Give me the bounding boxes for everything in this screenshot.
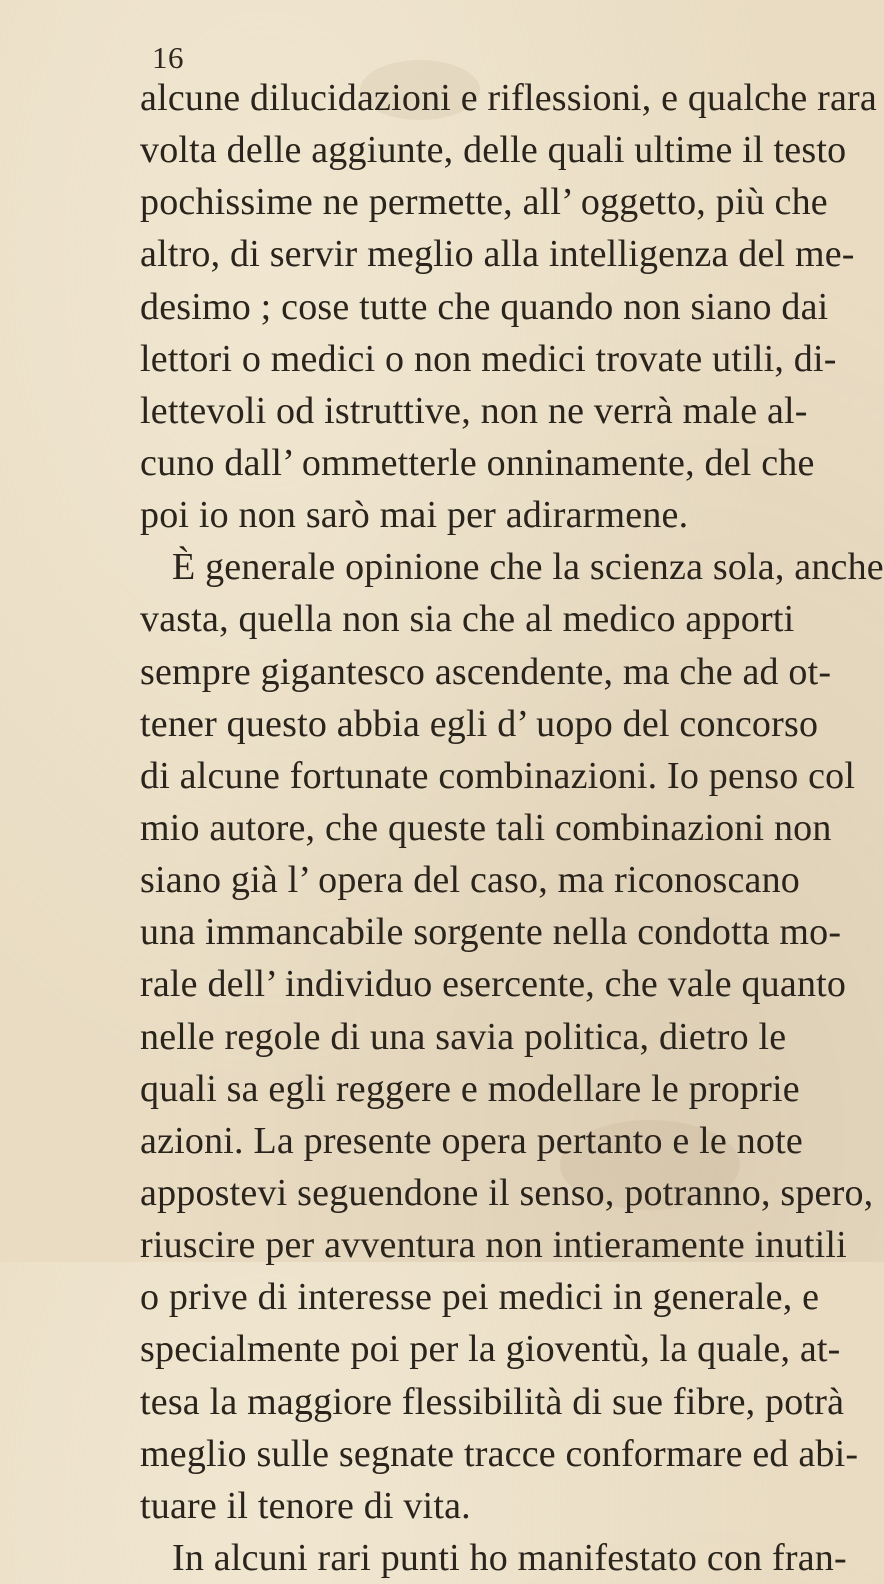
body-text (140, 72, 884, 1584)
text-line: cuno dall’ ommetterle onninamente, del che (140, 441, 815, 484)
text-line: o prive di interesse pei medici in generale, e (140, 1276, 820, 1319)
text-line: specialmente poi per la gioventù, la quale, at- (140, 1328, 841, 1371)
paragraph-start-line: È generale opinione che la scienza sola, anche (172, 546, 884, 589)
text-line: alcune dilucidazioni e riflessioni, e qualche rara (140, 77, 877, 119)
text-line: azioni. La presente opera pertanto e le note (140, 1119, 803, 1162)
text-line: lettevoli od istruttive, non ne verrà male al- (140, 389, 808, 432)
text-line: siano già l’ opera del caso, ma riconoscano (140, 859, 800, 902)
text-line: appostevi seguendone il senso, potranno, spero, (140, 1171, 874, 1214)
text-line: sempre gigantesco ascendente, ma che ad ot- (140, 650, 832, 693)
text-line: poi io non sarò mai per adirarmene. (140, 494, 689, 537)
text-line: desimo ; cose tutte che quando non siano dai (140, 285, 829, 328)
text-line: vasta, quella non sia che al medico apporti (140, 598, 795, 641)
text-line: meglio sulle segnate tracce conformare ed abi- (140, 1432, 859, 1475)
text-line: tesa la maggiore flessibilità di sue fibre, potrà (140, 1380, 845, 1423)
text-line: lettori o medici o non medici trovate utili, di- (140, 337, 837, 380)
page-number: 16 (152, 40, 184, 75)
text-line: tuare il tenore di vita. (140, 1484, 471, 1527)
text-line: tener questo abbia egli d’ uopo del concorso (140, 702, 819, 745)
text-line: rale dell’ individuo esercente, che vale quanto (140, 963, 847, 1006)
text-line: riuscire per avventura non intieramente inutili (140, 1224, 847, 1267)
text-line: nelle regole di una savia politica, dietro le (140, 1015, 787, 1058)
text-line: pochissime ne permette, all’ oggetto, più che (140, 181, 828, 224)
text-line: quali sa egli reggere e modellare le proprie (140, 1067, 800, 1110)
text-line: di alcune fortunate combinazioni. Io penso col (140, 754, 856, 797)
text-line: mio autore, che queste tali combinazioni non (140, 806, 832, 849)
text-line: una immancabile sorgente nella condotta mo- (140, 911, 842, 954)
text-line: altro, di servir meglio alla intelligenza del me- (140, 233, 855, 276)
text-line: volta delle aggiunte, delle quali ultime il testo (140, 129, 847, 172)
paragraph-start-line: In alcuni rari punti ho manifestato con fran- (172, 1536, 847, 1579)
